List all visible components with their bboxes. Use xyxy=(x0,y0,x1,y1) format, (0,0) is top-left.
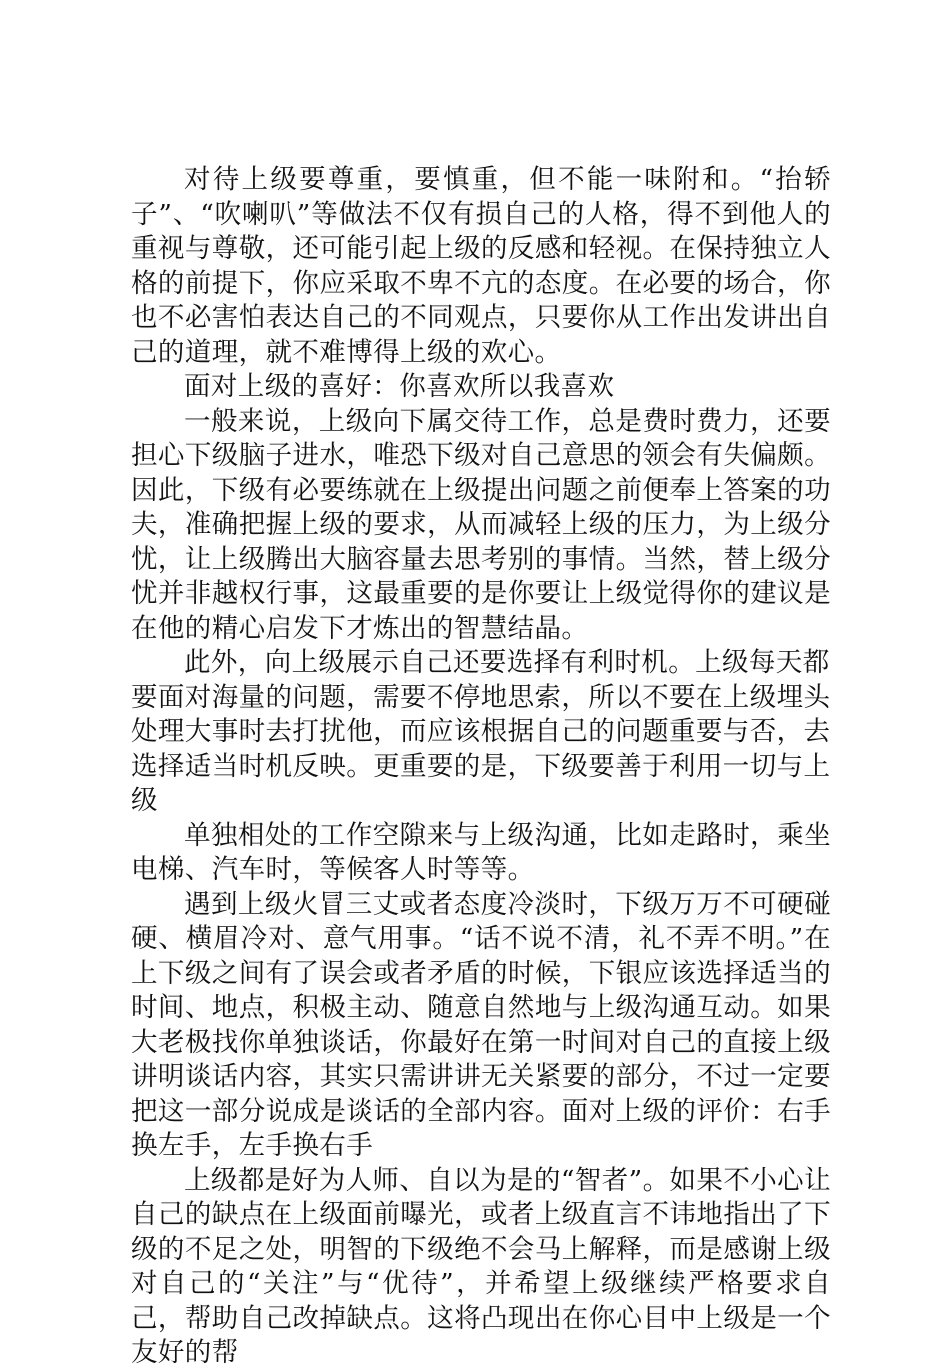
paragraph-alone-time: 单独相处的工作空隙来与上级沟通，比如走路时，乘坐电梯、汽车时，等候客人时等等。 xyxy=(131,819,831,885)
paragraph-criticism: 上级都是好为人师、自以为是的“智者”。如果不小心让自己的缺点在上级面前曝光，或者上级直言不讳地指出了下级的不足之处，明智的下级绝不会马上解释，而是感谢上级对自己的“关注”与“优待”，并希望上级继续严格要求自己，帮助自己改掉缺点。这将凸现出在你心目中上级是一个友好的帮 xyxy=(131,1164,831,1368)
section-heading-preferences: 面对上级的喜好：你喜欢所以我喜欢 xyxy=(184,371,615,402)
document-body xyxy=(131,163,831,1371)
paragraph-conflict: 遇到上级火冒三丈或者态度冷淡时，下级万万不可硬碰硬、横眉冷对、意气用事。“话不说不清，礼不弄不明。”在上下级之间有了误会或者矛盾的时候，下银应该选择适当的时间、地点，积极主动、随意自然地与上级沟通互动。如果大老极找你单独谈话，你最好在第一时间对自己的直接上级讲明谈话内容，其实只需讲讲无关紧要的部分，不过一定要把这一部分说成是谈话的全部内容。面对上级的评价：右手换左手，左手换右手 xyxy=(131,888,831,1161)
paragraph-assigning-work: 一般来说，上级向下属交待工作，总是费时费力，还要担心下级脑子进水，唯恐下级对自己意思的领会有失偏颇。因此，下级有必要练就在上级提出问题之前便奉上答案的功夫，准确把握上级的要求，从而减轻上级的压力，为上级分忧，让上级腾出大脑容量去思考别的事情。当然，替上级分忧并非越权行事，这最重要的是你要让上级觉得你的建议是在他的精心启发下才炼出的智慧结晶。 xyxy=(131,405,831,644)
paragraph-respect-superiors: 对待上级要尊重，要慎重，但不能一味附和。“抬轿子”、“吹喇叭”等做法不仅有损自己的人格，得不到他人的重视与尊敬，还可能引起上级的反感和轻视。在保持独立人格的前提下，你应采取不卑不亢的态度。在必要的场合，你也不必害怕表达自己的不同观点，只要你从工作出发讲出自己的道理，就不难博得上级的欢心。 xyxy=(131,164,831,368)
paragraph-timing: 此外，向上级展示自己还要选择有利时机。上级每天都要面对海量的问题，需要不停地思索，所以不要在上级埋头处理大事时去打扰他，而应该根据自己的问题重要与否，去选择适当时机反映。更重要的是，下级要善于利用一切与上级 xyxy=(131,647,831,816)
